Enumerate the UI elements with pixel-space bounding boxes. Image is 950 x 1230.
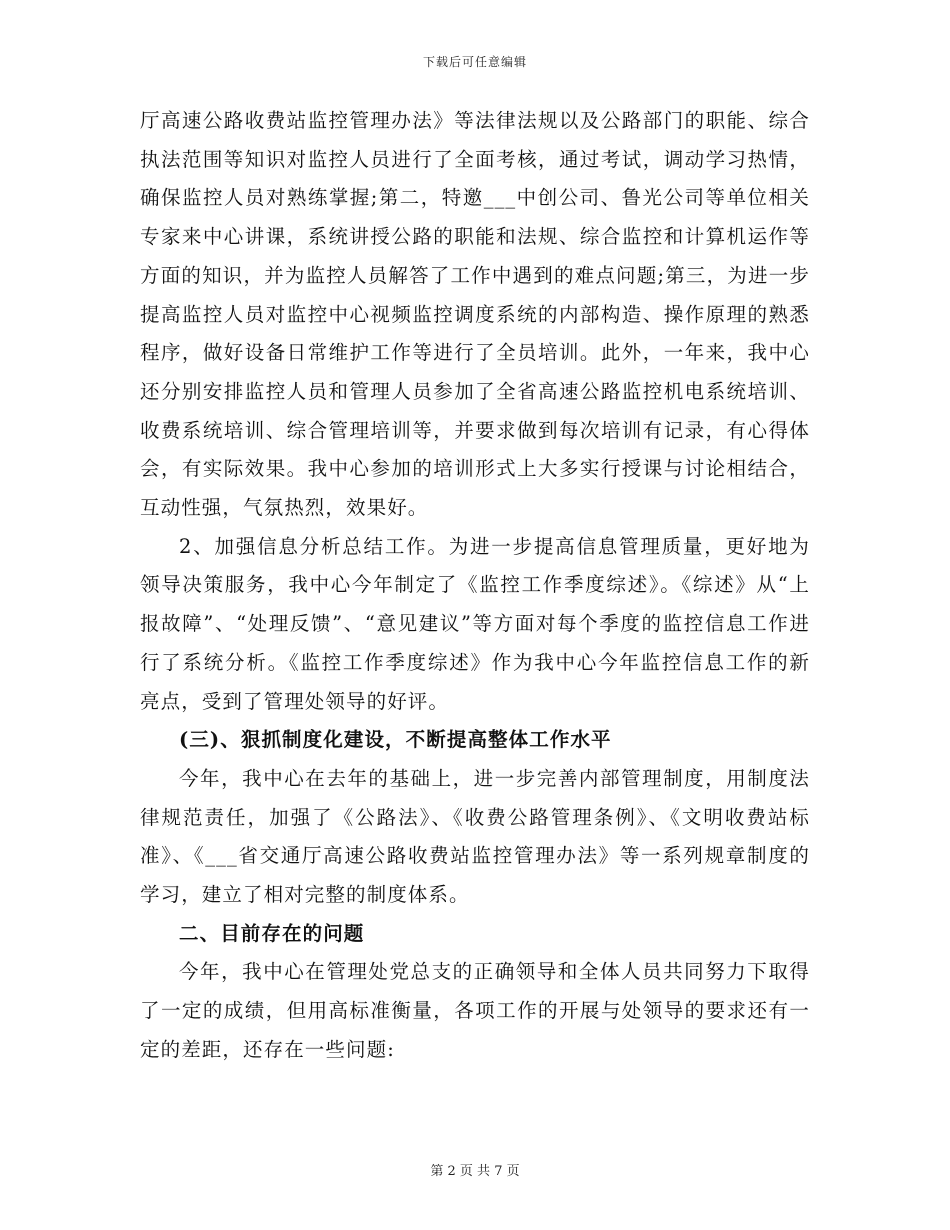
section-heading-institution: (三)、狠抓制度化建设，不断提高整体工作水平 [179, 728, 612, 752]
page-header: 下载后可任意编辑 [422, 55, 527, 69]
section-heading-problems: 二、目前存在的问题 [179, 921, 365, 945]
paragraph-info-analysis: 2、加强信息分析总结工作。为进一步提高信息管理质量，更好地为领导决策服务，我中心今年制定了《监控工作季度综述》。《综述》从“上报故障”、“处理反馈”、“意见建议”等方面对每个季度的监控信息工作进行了系统分析。《监控工作季度综述》作为我中心今年监控信息工作的新亮点，受到了管理处领导的好评。 [140, 534, 810, 713]
paragraph-problems: 今年，我中心在管理处党总支的正确领导和全体人员共同努力下取得了一定的成绩，但用高标准衡量，各项工作的开展与处领导的要求还有一定的差距，还存在一些问题: [140, 960, 810, 1061]
document-body [140, 102, 810, 1070]
paragraph-training: 厅高速公路收费站监控管理办法》等法律法规以及公路部门的职能、综合执法范围等知识对监控人员进行了全面考核，通过考试，调动学习热情，确保监控人员对熟练掌握;第二，特邀___中创公司、鲁光公司等单位相关专家来中心讲课，系统讲授公路的职能和法规、综合监控和计算机运作等方面的知识，并为监控人员解答了工作中遇到的难点问题;第三，为进一步提高监控人员对监控中心视频监控调度系统的内部构造、操作原理的熟悉程序，做好设备日常维护工作等进行了全员培训。此外，一年来，我中心还分别安排监控人员和管理人员参加了全省高速公路监控机电系统培训、收费系统培训、综合管理培训等，并要求做到每次培训有记录，有心得体会，有实际效果。我中心参加的培训形式上大多实行授课与讨论相结合，互动性强，气氛热烈，效果好。 [140, 109, 810, 520]
page-footer: 第 2 页 共 7 页 [430, 1164, 520, 1179]
paragraph-institution: 今年，我中心在去年的基础上，进一步完善内部管理制度，用制度法律规范责任，加强了《公路法》、《收费公路管理条例》、《文明收费站标准》、《___省交通厅高速公路收费站监控管理办法》等一系列规章制度的学习，建立了相对完整的制度体系。 [140, 766, 810, 907]
